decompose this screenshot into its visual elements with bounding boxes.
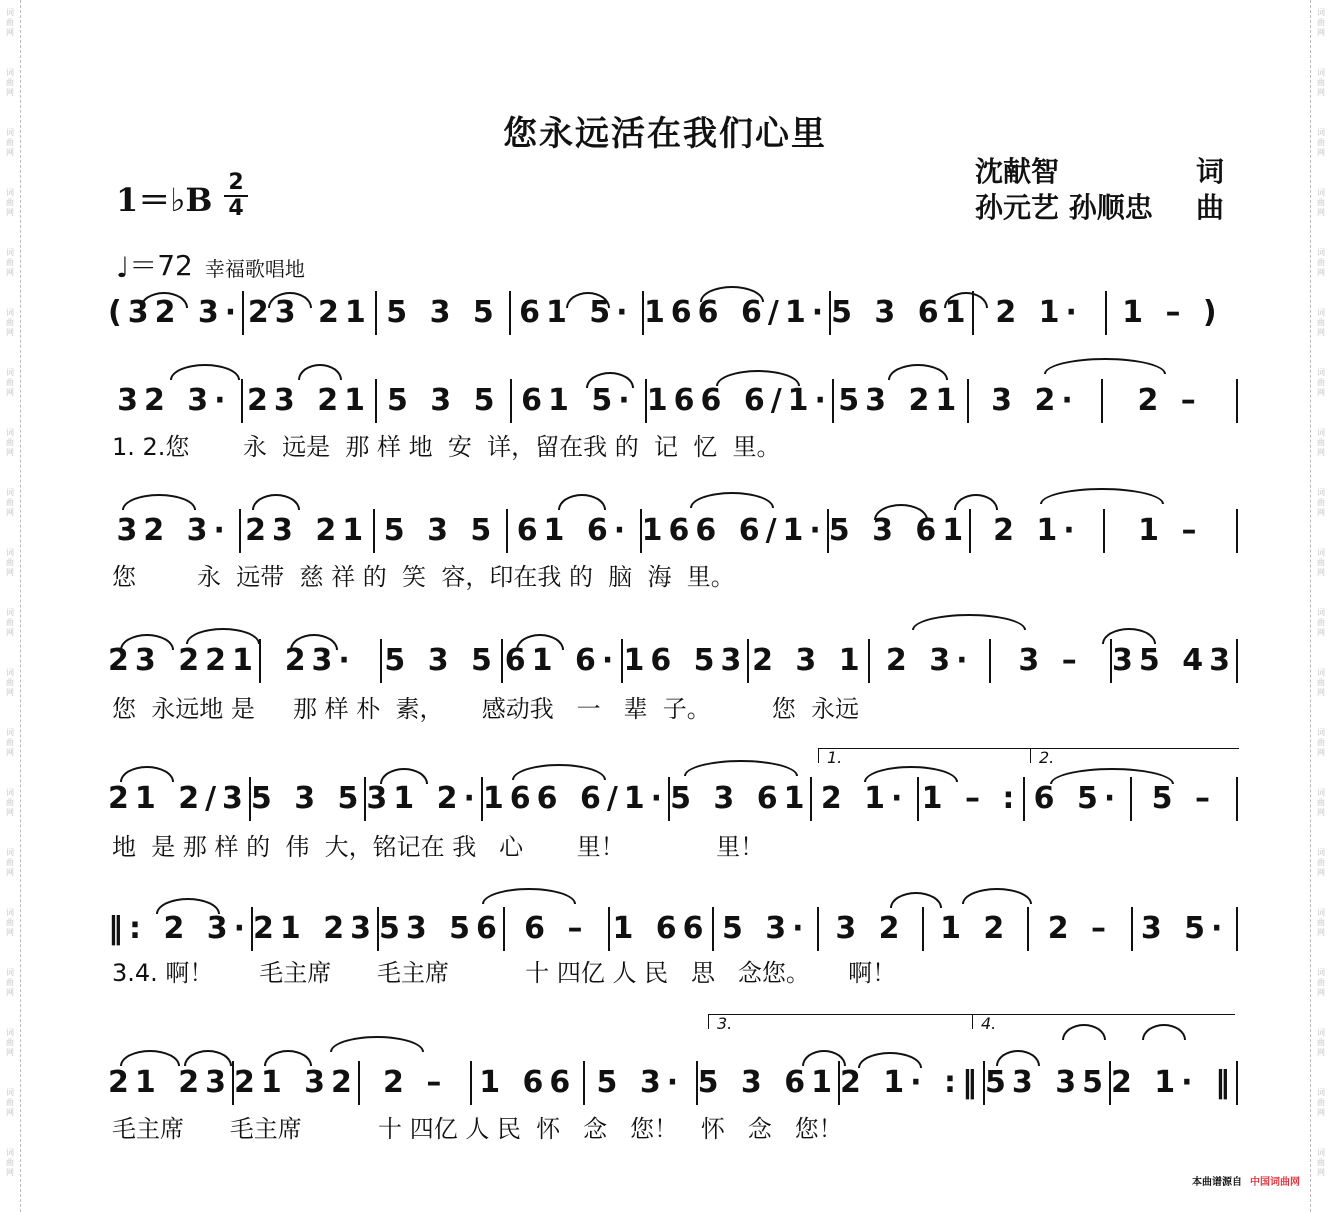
lyricist-name: 沈献智 [975, 155, 1060, 188]
watermark-text: 词曲网 [6, 1088, 14, 1117]
volta-bracket: 2. [1030, 748, 1239, 763]
slur-mark [122, 494, 196, 510]
watermark-text: 词曲网 [1317, 788, 1325, 817]
song-title: 您永远活在我们心里 [503, 114, 827, 154]
measure: 2 1· ‖ [1109, 1061, 1238, 1105]
measure: 5 3 5 [373, 509, 506, 553]
measure: 2 1· [969, 509, 1102, 553]
watermark-text: 词曲网 [1317, 728, 1325, 757]
lyric-line: 3.4. 啊！ 毛主席 毛主席 十 四亿 人 民 思 念您。 啊！ [112, 959, 897, 987]
lyric-line: 地 是 那 样 的 伟 大，铭记在 我 心 里！ 里！ [112, 833, 765, 861]
slur-mark [890, 892, 942, 908]
footer-source: 本曲谱源自 [1192, 1177, 1242, 1188]
measure: 32 3· [116, 513, 231, 548]
measure: 6 5· [1023, 777, 1129, 821]
measure: 2 1· [810, 777, 916, 821]
watermark-text: 词曲网 [1317, 188, 1325, 217]
measure: 31 2· [364, 777, 480, 821]
watermark-text: 词曲网 [1317, 488, 1325, 517]
measure: 5 3 5 [375, 379, 510, 423]
watermark-text: 词曲网 [6, 1028, 14, 1057]
measure: 6 – [503, 907, 608, 951]
watermark-text: 词曲网 [1317, 1088, 1325, 1117]
expression-text: 幸福歌唱地 [204, 256, 305, 281]
watermark-text: 词曲网 [1317, 968, 1325, 997]
notation-line [108, 282, 1238, 344]
measure: 53 35 [983, 1061, 1109, 1105]
measure: 3 2 [817, 907, 922, 951]
measure: 23 221 [108, 643, 259, 678]
watermark-text: 词曲网 [6, 608, 14, 637]
measure: 5 3 61 [668, 777, 810, 821]
slur-mark [558, 494, 606, 510]
measure: 61 6· [501, 639, 622, 683]
tempo-bpm: ＝72 [129, 249, 193, 282]
tempo-marking [116, 244, 305, 284]
footer-site: 中国词曲网 [1250, 1177, 1300, 1188]
time-signature-bottom: 4 [228, 196, 244, 221]
slur-mark [252, 494, 300, 510]
footer-credit [1192, 1173, 1300, 1188]
notation-line [108, 370, 1238, 432]
watermark-text: 词曲网 [6, 428, 14, 457]
watermark-text: 词曲网 [6, 548, 14, 577]
composer-role: 曲 [1196, 191, 1225, 224]
watermark-text: 词曲网 [6, 1148, 14, 1177]
measure: 2 1· [972, 291, 1105, 335]
quarter-note-icon: ♩ [116, 250, 130, 284]
watermark-text: 词曲网 [1317, 428, 1325, 457]
slur-mark [888, 364, 948, 380]
watermark-text: 词曲网 [1317, 248, 1325, 277]
slur-mark [1040, 488, 1164, 504]
measure: 2 – [358, 1061, 471, 1105]
watermark-text: 词曲网 [1317, 668, 1325, 697]
measure: 2 – [1027, 907, 1132, 951]
measure: (32 3· [108, 295, 243, 330]
slur-mark [482, 888, 576, 904]
measure: 2 3 1 [747, 639, 868, 683]
measure: 1 – [1103, 509, 1238, 553]
measure: 2 – [1101, 379, 1238, 423]
watermark-text: 词曲网 [6, 68, 14, 97]
measure: 32 3· [117, 383, 232, 418]
measure: 5 3 61 [829, 291, 971, 335]
watermark-text: 词曲网 [1317, 1028, 1325, 1057]
time-signature-top: 2 [228, 170, 244, 195]
left-border [20, 0, 21, 1212]
lyricist-role: 词 [1196, 155, 1225, 188]
slur-mark [1044, 358, 1166, 374]
measure: 23 21 [242, 291, 375, 335]
measure: 23· [259, 639, 380, 683]
watermark-text: 词曲网 [6, 8, 14, 37]
volta-bracket: 1. [818, 748, 1033, 763]
time-signature [224, 172, 248, 220]
lyric-line: 您 永远地 是 那 样 朴 素， 感动我 一 辈 子。 您 永远 [112, 695, 860, 723]
watermark-text: 词曲网 [6, 848, 14, 877]
right-border [1310, 0, 1311, 1212]
measure: 23 21 [241, 379, 376, 423]
measure: 21 23 [108, 1065, 232, 1100]
composer-names: 孙元艺 孙顺忠 [975, 191, 1153, 224]
slur-mark [962, 888, 1032, 904]
lyric-line: 毛主席 毛主席 十 四亿 人 民 怀 念 您！ 怀 念 您！ [112, 1115, 843, 1143]
watermark-text: 词曲网 [6, 188, 14, 217]
measure: 16 53 [621, 639, 747, 683]
notation-line [108, 630, 1238, 692]
key-signature: 1＝♭B [116, 181, 213, 219]
measure: 5 3 5 [380, 639, 501, 683]
measure: 2 3· [868, 639, 989, 683]
watermark-text: 词曲网 [6, 908, 14, 937]
measure: 1 66 [470, 1061, 583, 1105]
measure: 23 21 [239, 509, 372, 553]
watermark-text: 词曲网 [1317, 548, 1325, 577]
measure: 5 – [1130, 777, 1238, 821]
measure: 5 3· [583, 1061, 696, 1105]
measure: 5 3 61 [827, 509, 969, 553]
slur-mark [512, 764, 606, 780]
slur-mark [954, 494, 998, 510]
watermark-text: 词曲网 [6, 668, 14, 697]
watermark-text: 词曲网 [6, 128, 14, 157]
slur-mark [298, 364, 342, 380]
measure: 2 1· :‖ [838, 1061, 983, 1105]
measure: 5 3 61 [696, 1061, 838, 1105]
measure: 5 3· [712, 907, 817, 951]
measure: 3 2· [967, 379, 1102, 423]
measure: 166 6/1· [640, 509, 827, 553]
watermark-text: 词曲网 [1317, 908, 1325, 937]
measure: 1 2 [922, 907, 1027, 951]
watermark-text: 词曲网 [1317, 1148, 1325, 1177]
notation-line [108, 898, 1238, 960]
slur-mark [170, 364, 240, 380]
slur-mark [330, 1036, 424, 1052]
measure: 5 3 5 [375, 291, 508, 335]
watermark-text: 词曲网 [1317, 128, 1325, 157]
slur-mark [690, 492, 774, 508]
watermark-text: 词曲网 [1317, 308, 1325, 337]
measure: 166 6/1· [645, 379, 832, 423]
measure: 61 5· [510, 379, 645, 423]
watermark-text: 词曲网 [6, 308, 14, 337]
measure: 21 32 [232, 1061, 358, 1105]
measure: 61 6· [506, 509, 639, 553]
watermark-text: 词曲网 [1317, 368, 1325, 397]
measure: ‖: 2 3· [108, 911, 252, 946]
volta-bracket: 4. [972, 1014, 1235, 1029]
measure: 3 5· [1131, 907, 1238, 951]
watermark-text: 词曲网 [1317, 848, 1325, 877]
measure: 166 6/1· [642, 291, 829, 335]
slur-mark [684, 760, 798, 776]
watermark-text: 词曲网 [6, 788, 14, 817]
measure: 3 – [989, 639, 1110, 683]
measure: 1 66 [608, 907, 713, 951]
watermark-text: 词曲网 [1317, 608, 1325, 637]
volta-bracket: 3. [708, 1014, 977, 1029]
watermark-text: 词曲网 [1317, 8, 1325, 37]
watermark-text: 词曲网 [6, 488, 14, 517]
watermark-text: 词曲网 [1317, 68, 1325, 97]
measure: 61 5· [509, 291, 642, 335]
watermark-text: 词曲网 [6, 968, 14, 997]
watermark-text: 词曲网 [6, 248, 14, 277]
measure: 166 6/1· [481, 777, 668, 821]
measure: 35 43 [1110, 639, 1238, 683]
measure: 21 2/3 [108, 781, 249, 816]
slur-mark [912, 614, 1026, 630]
measure: 53 56 [377, 907, 503, 951]
watermark-text: 词曲网 [6, 368, 14, 397]
measure: 1 – : [917, 777, 1023, 821]
measure: 5 3 5 [249, 777, 365, 821]
measure: 1 – ) [1105, 291, 1238, 335]
measure: 53 21 [832, 379, 967, 423]
lyric-line: 您 永 远带 慈 祥 的 笑 容，印在我 的 脑 海 里。 [112, 563, 735, 591]
watermark-text: 词曲网 [6, 728, 14, 757]
lyric-line: 1. 2.您 永 远是 那 样 地 安 详，留在我 的 记 忆 里。 [112, 433, 781, 461]
measure: 21 23 [251, 907, 377, 951]
